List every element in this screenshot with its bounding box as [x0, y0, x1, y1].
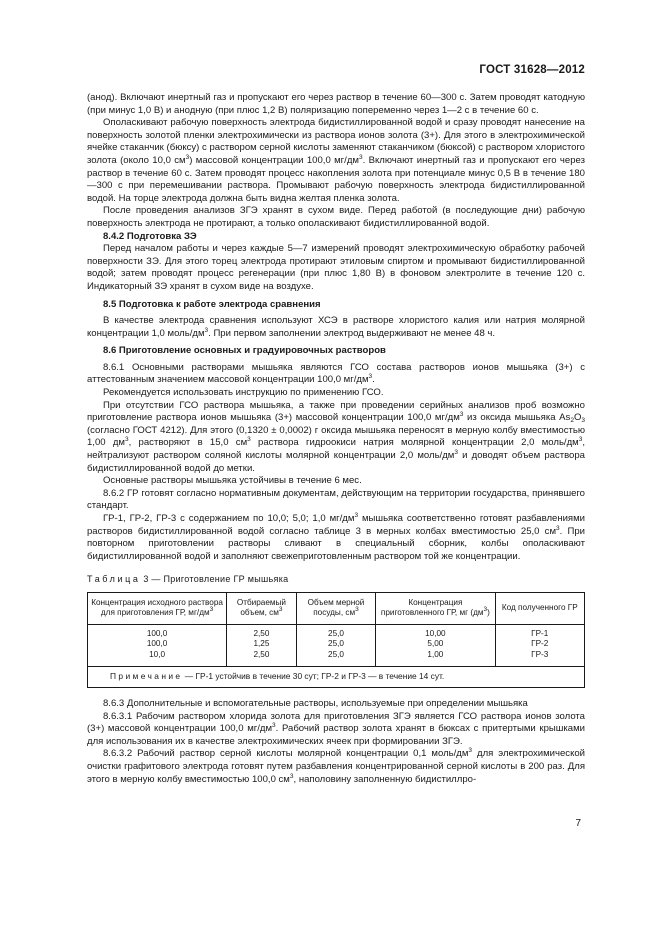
paragraph: 8.6.1 Основными растворами мышьяка являются ГСО состава растворов ионов мышьяка (3+) с аттестованным значением массовой концентрации 100,0 $мг/дм^3$.: [87, 361, 585, 386]
table-header: Отбираемый объем, $см^3$: [227, 592, 297, 624]
document-body: [87, 92, 585, 786]
standard-code: ГОСТ 31628—2012: [479, 64, 585, 76]
paragraph: 8.6.3.1 Рабочим раствором хлорида золота для приготовления ЗГЭ является ГСО раствора ионов золота (3+) массовой концентрации 100,0 $мг/дм^3$. Рабочий раствор золота хранят в бюксах с притертыми крышками для использования их в качестве электрохимических ячеек при формировании ЗГЭ.: [87, 710, 586, 747]
table-header: Объем мерной посуды, $см^3$: [296, 592, 376, 624]
section-heading: 8.5 Подготовка к работе электрода сравнения: [103, 298, 321, 310]
paragraph: 8.6.3 Дополнительные и вспомогательные растворы, используемые при определении мышьяка: [103, 697, 528, 709]
preparation-table: [87, 592, 585, 688]
table-caption: Таблица 3 — Приготовление ГР мышьяка: [87, 574, 289, 585]
paragraph: Перед началом работы и через каждые 5—7 измерений проводят электрохимическую обработку рабочей поверхности ЗЭ. Для этого торец электрода протирают этиловым спиртом и промывают бидистиллированной водой; затем проводят процесс регенерации (при плюс 1,80 В) в фоновом электролите в течение 120 с. Индикаторный ЗЭ хранят в сухом виде на воздухе.: [87, 243, 585, 292]
table-header: Концентрация исходного раствора для приготовления ГР, $мг/дм^3$: [88, 592, 227, 624]
table-note: Примечание — ГР-1 устойчив в течение 30 сут; ГР-2 и ГР-3 — в течение 14 сут.: [88, 667, 585, 688]
table-cell: ГР-1 ГР-2 ГР-3: [495, 624, 584, 667]
table-cell: 10,00 5,00 1,00: [376, 624, 495, 667]
table-header: Концентрация приготовленного ГР, мг $(дм^3)$: [376, 592, 495, 624]
section-heading: 8.6 Приготовление основных и градуировочных растворов: [103, 345, 386, 357]
paragraph: 8.6.3.2 Рабочий раствор серной кислоты молярной концентрации 0,1 моль/$дм^3$ для электрохимической очистки графитового электрода готовят путем разбавления концентрированной серной кислоты в 200 раз. Для этого в мерную колбу вместимостью 100,0 $см^3$, наполовину заполненную бидистиллро-: [87, 747, 586, 785]
table-cell: 2,50 1,25 2,50: [227, 624, 297, 667]
table-cell: 100,0 100,0 10,0: [88, 624, 227, 667]
paragraph: При отсутствии ГСО раствора мышьяка, а также при проведении серийных анализов проб возможно приготовление раствора ионов мышьяка (3+) массовой концентрации 100,0 $мг/дм^3$ из оксида мышьяка $As_2O_3$ (согласно ГОСТ 4212). Для этого (0,1320 ± 0,0002) г оксида мышьяка переносят в мерную колбу вместимостью 1,00 $дм^3$, растворяют в 15,0 $см^3$ раствора гидроокиси натрия молярной концентрации 2,0 моль/$дм^3$, нейтрализуют раствором соляной кислоты молярной концентрации 2,0 моль/$дм^3$ и доводят объем раствора бидистиллированной водой до метки.: [87, 399, 585, 474]
paragraph: ГР-1, ГР-2, ГР-3 с содержанием по 10,0; 5,0; 1,0 $мг/дм^3$ мышьяка соответственно готовят разбавлениями растворов бидистиллированной водой согласно таблице 3 в мерных колбах вместимостью 25,0 $см^3$. При повторном приготовлении растворы сливают в специальный сборник, колбы ополаскивают бидистиллированной водой и заполняют свежеприготовленным раствором той же концентрации.: [87, 512, 586, 562]
page-number: 7: [575, 818, 581, 829]
table-cell: 25,0 25,0 25,0: [296, 624, 376, 667]
paragraph: Основные растворы мышьяка устойчивы в течение 6 мес.: [103, 475, 362, 487]
paragraph: Ополаскивают рабочую поверхность электрода бидистиллированной водой и сразу проводят нанесение на поверхность золотой пленки электрохимически из раствора ионов золота (3+). Для этого в электрохимической ячейке стаканчик (бюксу) с раствором серной кислоты заменяют стаканчиком (бюксой) с раствором хлористого золота (около 10,0 $см^3$) массовой концентрации 100,0 $мг/дм^3$. Включают инертный газ и пропускают его через раствор в течение 60 с. Затем проводят процесс накопления золота при потенциале минус 0,5 В в течение 180—300 с при перемешивании раствора. Промывают рабочую поверхность электрода бидистиллированной водой. На торце электрода должна быть видна желтая пленка золота.: [87, 117, 585, 204]
paragraph: (анод). Включают инертный газ и пропускают его через раствор в течение 60—300 с. Затем проводят катодную (при минус 1,0 В) и анодную (при плюс 1,2 В) поляризацию попеременно через 1—2 с в течение 60 с.: [87, 92, 585, 116]
subsection-heading: 8.4.2 Подготовка ЗЭ: [103, 230, 197, 242]
paragraph: После проведения анализов ЗГЭ хранят в сухом виде. Перед работой (в последующие дни) рабочую поверхность электрода не протирают, а только ополаскивают бидистиллированной водой.: [87, 205, 585, 229]
paragraph: 8.6.2 ГР готовят согласно нормативным документам, действующим на территории государства, принявшего стандарт.: [87, 487, 585, 512]
paragraph: В качестве электрода сравнения используют ХСЭ в растворе хлористого калия или натрия молярной концентрации 1,0 моль/$дм^3$. При первом заполнении электрод выдерживают не менее 48 ч.: [87, 315, 585, 339]
table-header: Код полученного ГР: [495, 592, 584, 624]
paragraph: Рекомендуется использовать инструкцию по применению ГСО.: [103, 387, 384, 399]
